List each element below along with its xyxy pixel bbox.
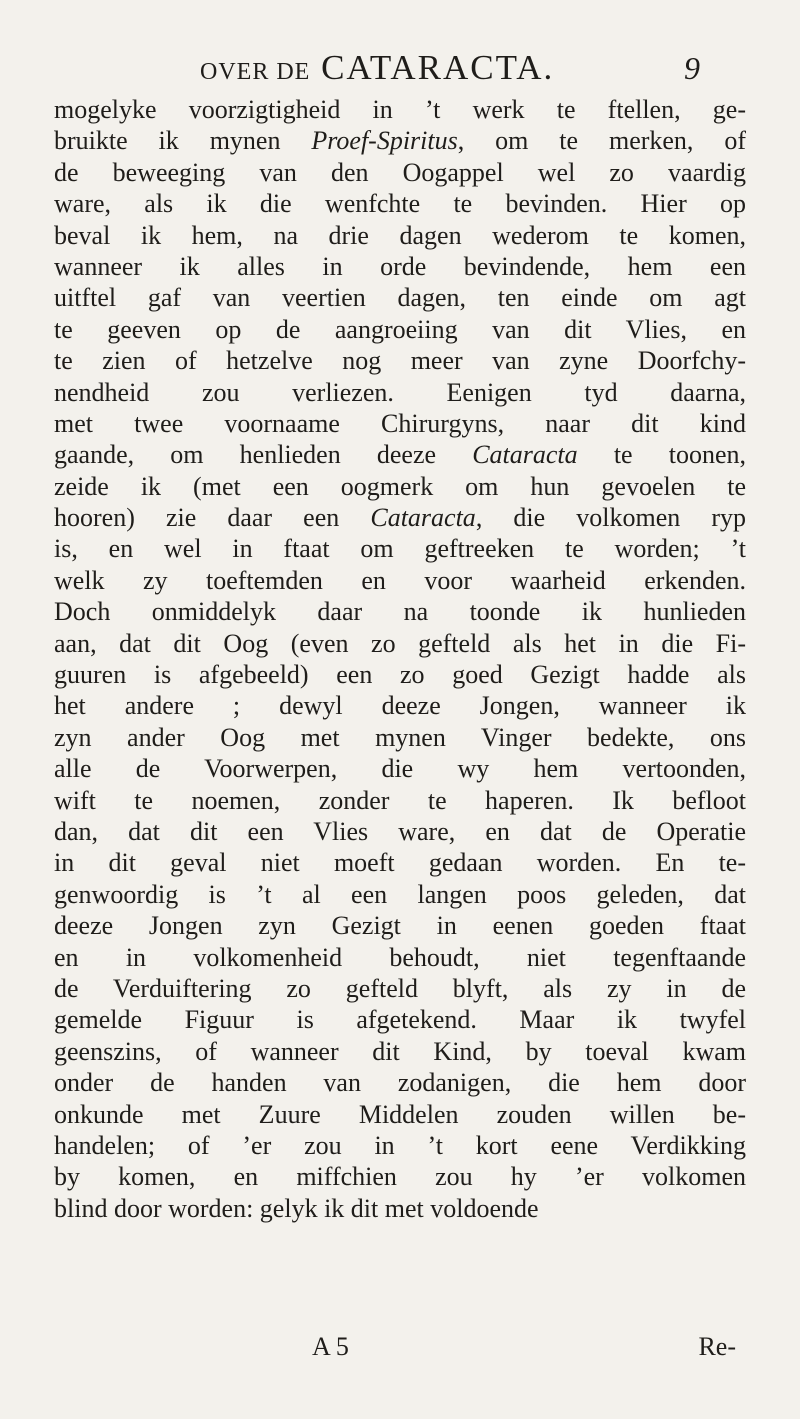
text-run: , die volkomen ryp <box>475 503 746 533</box>
text-line <box>54 502 746 533</box>
page-footer <box>54 1332 746 1366</box>
catchword: Re- <box>698 1332 736 1361</box>
text-line: wanneer ik alles in orde bevindende, hem een <box>54 251 746 281</box>
page-header <box>126 48 700 96</box>
text-run: bruikte ik mynen <box>54 126 312 156</box>
text-line: is, en wel in ftaat om geftreeken te worden; ’t <box>54 534 746 564</box>
text-line: het andere ; dewyl deeze Jongen, wanneer ik <box>54 691 746 721</box>
text-line: te zien of hetzelve nog meer van zyne Doorfchy- <box>54 346 746 376</box>
text-line: te geeven op de aangroeiing van dit Vlies, en <box>54 314 746 344</box>
text-line: handelen; of ’er zou in ’t kort eene Verdikking <box>54 1130 746 1160</box>
text-line: dan, dat dit een Vlies ware, en dat de Operatie <box>54 816 746 846</box>
italic-term: Cataracta <box>472 440 578 470</box>
text-line: onder de handen van zodanigen, die hem door <box>54 1068 746 1098</box>
text-line: aan, dat dit Oog (even zo gefteld als het in die Fi- <box>54 628 746 658</box>
text-line: nendheid zou verliezen. Eenigen tyd daarna, <box>54 377 746 407</box>
text-line: welk zy toeftemden en voor waarheid erkenden. <box>54 565 746 595</box>
text-line: ware, als ik die wenfchte te bevinden. Hier op <box>54 189 746 219</box>
text-line: uitftel gaf van veertien dagen, ten einde om agt <box>54 283 746 313</box>
text-line: mogelyke voorzigtigheid in ’t werk te ftellen, ge- <box>54 95 746 124</box>
italic-term: Proef-Spiritus <box>311 126 458 156</box>
page-number: 9 <box>684 50 700 86</box>
text-line <box>54 125 746 156</box>
text-line: zeide ik (met een oogmerk om hun gevoelen te <box>54 471 746 501</box>
italic-term: Cataracta <box>370 503 476 533</box>
text-line: en in volkomenheid behoudt, niet tegenftaande <box>54 942 746 972</box>
text-line: alle de Voorwerpen, die wy hem vertoonden, <box>54 754 746 784</box>
running-head-title: CATARACTA. <box>321 48 555 87</box>
signature-mark: A 5 <box>312 1332 349 1361</box>
text-line: beval ik hem, na drie dagen wederom te komen, <box>54 220 746 250</box>
text-line: guuren is afgebeeld) een zo goed Gezigt hadde als <box>54 660 746 690</box>
text-line: genwoordig is ’t al een langen poos geleden, dat <box>54 879 746 909</box>
text-line: met twee voornaame Chirurgyns, naar dit kind <box>54 408 746 438</box>
text-run: , om te merken, of <box>457 126 746 156</box>
text-run: hooren) zie daar een <box>54 503 371 533</box>
text-line: Doch onmiddelyk daar na toonde ik hunlieden <box>54 597 746 627</box>
text-line: geenszins, of wanneer dit Kind, by toeval kwam <box>54 1036 746 1066</box>
text-line: deeze Jongen zyn Gezigt in eenen goeden ftaat <box>54 911 746 941</box>
running-head-prefix: OVER DE <box>200 59 311 85</box>
running-head <box>200 48 554 88</box>
text-line: in dit geval niet moeft gedaan worden. En te- <box>54 848 746 878</box>
text-line: by komen, en miffchien zou hy ’er volkomen <box>54 1162 746 1192</box>
text-run: te toonen, <box>577 440 746 470</box>
body-text <box>54 94 746 1224</box>
text-line: gemelde Figuur is afgetekend. Maar ik twyfel <box>54 1005 746 1035</box>
text-line: de Verduiftering zo gefteld blyft, als zy in de <box>54 973 746 1003</box>
text-line: onkunde met Zuure Middelen zouden willen be- <box>54 1099 746 1129</box>
text-line: zyn ander Oog met mynen Vinger bedekte, ons <box>54 722 746 752</box>
text-run: gaande, om henlieden deeze <box>54 440 473 470</box>
text-line <box>54 439 746 470</box>
text-line: de beweeging van den Oogappel wel zo vaardig <box>54 157 746 187</box>
text-line: blind door worden: gelyk ik dit met voldoende <box>54 1193 539 1223</box>
text-line: wift te noemen, zonder te haperen. Ik befloot <box>54 785 746 815</box>
